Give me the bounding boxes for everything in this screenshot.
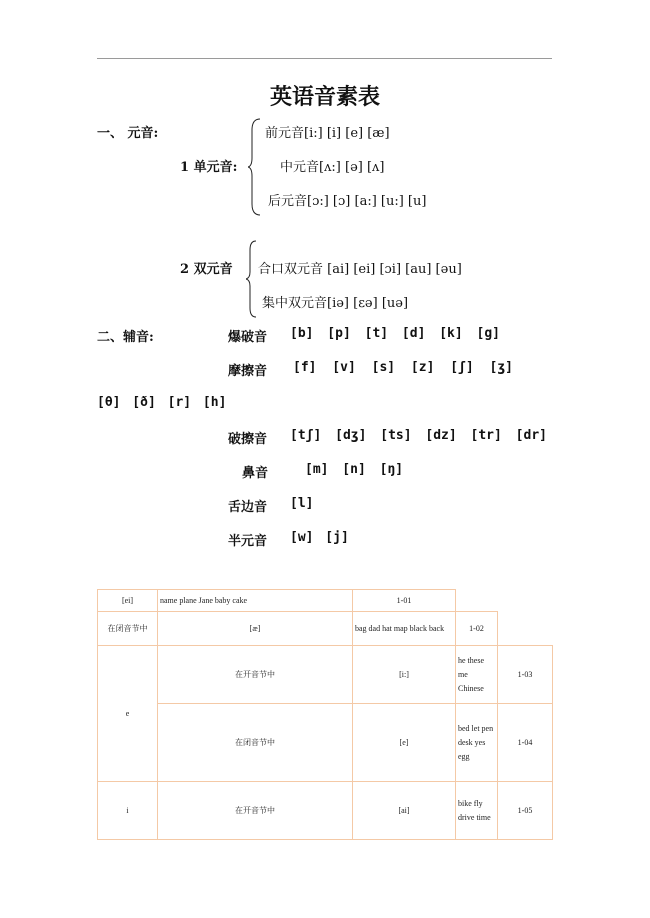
table-cell: [ei] xyxy=(98,590,158,612)
table-cell: 1-04 xyxy=(498,704,553,782)
table-cell: 在闭音节中 xyxy=(98,612,158,646)
table-cell: [i:] xyxy=(353,646,456,704)
fricative-label: 摩擦音 xyxy=(228,364,268,379)
closing-diphthongs: 合口双元音 [ai] [ei] [ɔi] [au] [əu] xyxy=(258,262,462,277)
plosive-sounds: [b] [p] [t] [d] [k] [g] xyxy=(290,326,501,341)
single-vowels-brace xyxy=(248,118,262,216)
page-title: 英语音素表 xyxy=(269,84,380,110)
table-cell: i xyxy=(98,782,158,840)
central-vowels: 中元音[ʌ:] [ə] [ʌ] xyxy=(280,160,385,175)
back-vowels: 后元音[ɔ:] [ɔ] [a:] [u:] [u] xyxy=(268,194,427,209)
table-cell: 1-01 xyxy=(353,590,456,612)
table-cell: name plane Jane baby cake xyxy=(158,590,353,612)
double-vowels-brace xyxy=(246,240,258,318)
table-cell: 在开音节中 xyxy=(158,646,353,704)
lateral-sounds: [l] xyxy=(290,496,314,511)
table-cell: [æ] xyxy=(158,612,353,646)
consonants-heading: 二、辅音: xyxy=(97,330,154,345)
centering-diphthongs: 集中双元音[iə] [εə] [uə] xyxy=(262,296,409,311)
fricative-sounds-cont: [θ] [ð] [r] [h] xyxy=(97,395,227,410)
table-cell: 1-02 xyxy=(456,612,498,646)
front-vowels: 前元音[i:] [i] [e] [æ] xyxy=(265,126,390,141)
affricate-label: 破擦音 xyxy=(228,432,268,447)
table-cell: [e] xyxy=(353,704,456,782)
table-row xyxy=(98,612,553,646)
table-cell: he these me Chinese xyxy=(456,646,498,704)
table-cell: 在开音节中 xyxy=(158,782,353,840)
top-rule xyxy=(97,58,552,59)
table-cell: bike fly drive time xyxy=(456,782,498,840)
table-cell: bed let pen desk yes egg xyxy=(456,704,498,782)
table-cell: 1-05 xyxy=(498,782,553,840)
table-row xyxy=(98,704,553,782)
table-row xyxy=(98,782,553,840)
table-cell: [ai] xyxy=(353,782,456,840)
table-cell: e xyxy=(98,646,158,782)
single-vowels-label: 1 单元音: xyxy=(180,160,238,175)
plosive-label: 爆破音 xyxy=(228,330,268,345)
table-row xyxy=(98,646,553,704)
table-cell: bag dad hat map black back xyxy=(353,612,456,646)
semivowel-label: 半元音 xyxy=(228,534,268,549)
table-cell: 1-03 xyxy=(498,646,553,704)
phonics-table xyxy=(97,589,553,840)
table-cell: 在闭音节中 xyxy=(158,704,353,782)
fricative-sounds: [f] [v] [s] [z] [ʃ] [ʒ] xyxy=(293,360,514,375)
vowels-heading: 一、 元音: xyxy=(97,126,159,141)
semivowel-sounds: [w] [j] xyxy=(290,530,349,545)
nasal-label: 鼻音 xyxy=(242,466,269,481)
lateral-label: 舌边音 xyxy=(228,500,268,515)
nasal-sounds: [m] [n] [ŋ] xyxy=(305,462,404,477)
affricate-sounds: [tʃ] [dʒ] [ts] [dz] [tr] [dr] xyxy=(290,428,547,443)
double-vowels-label: 2 双元音 xyxy=(180,262,233,277)
table-row xyxy=(98,590,553,612)
